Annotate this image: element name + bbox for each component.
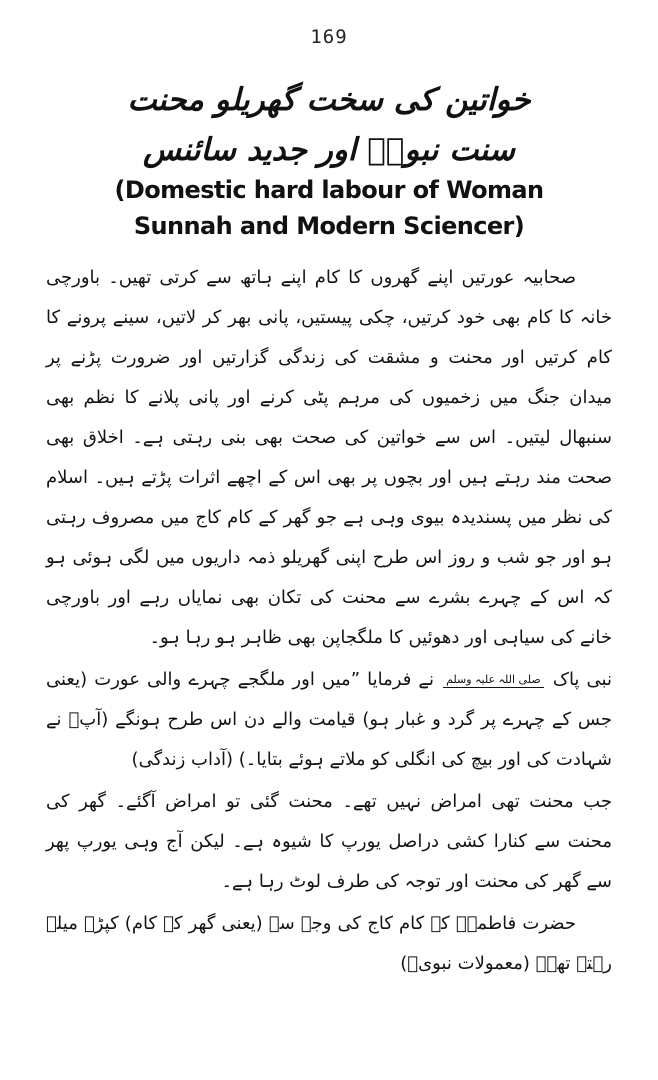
english-title-line-1: (Domestic hard labour of Woman: [114, 176, 544, 204]
page-number: 169: [310, 26, 348, 48]
article-body: [46, 258, 612, 986]
urdu-title-line-1: خواتین کی سخت گھریلو محنت: [127, 82, 531, 118]
paragraph-4: حضرت فاطمہؓ کے کام کاج کی وجہ سے (یعنی گھر کے کام) کپڑے میلے رہتے تھے۔ (معمولات نبویؐ): [46, 913, 612, 974]
english-title-line-2: Sunnah and Modern Sciencer): [133, 212, 525, 240]
salawat-calligraphy: صلی اللہ علیہ وسلم: [443, 673, 544, 688]
paragraph-2-rest: نے فرمایا ”میں اور ملگجے چہرے والی عورت (یعنی جس کے چہرے پر گرد و غبار ہو) قیامت والے دن اس طرح ہونگے (آپؐ نے شہادت کی اور بیچ کی انگلی کو ملاتے ہوئے بتایا۔) (آداب زندگی): [46, 669, 612, 770]
paragraph-2: [46, 660, 612, 780]
urdu-title-line-2: سنت نبویؐ اور جدید سائنس: [143, 132, 515, 168]
paragraph-2-lead: نبی پاک: [552, 669, 612, 690]
paragraph-1: صحابیہ عورتیں اپنے گھروں کا کام اپنے ہاتھ سے کرتی تھیں۔ باورچی خانہ کا کام بھی خود کرتیں، چکی پیستیں، پانی بھر کر لاتیں، سینے پرونے کا کام کرتیں اور محنت و مشقت کی زندگی گزارتیں اور ضرورت پڑنے پر میدان جنگ میں زخمیوں کی مرہم پٹی کرنے اور پانی پلانے کا نظم بھی سنبھال لیتیں۔ اس سے خواتین کی صحت بھی بنی رہتی ہے۔ اخلاق بھی صحت مند رہتے ہیں اور بچوں پر بھی اس کے اچھے اثرات پڑتے ہیں۔ اسلام کی نظر میں پسندیدہ بیوی وہی ہے جو گھر کے کام کاج میں مصروف رہتی ہو اور جو شب و روز اس طرح اپنی گھریلو ذمہ داریوں میں لگی ہوئی ہو کہ اس کے چہرے بشرے سے محنت کی تکان بھی نمایاں رہے اور باورچی خانے کی سیاہی اور دھوئیں کا ملگجاپن بھی ظاہر ہو رہا ہو۔: [46, 267, 612, 648]
paragraph-3: جب محنت تھی امراض نہیں تھے۔ محنت گئی تو امراض آگئے۔ گھر کی محنت سے کنارا کشی دراصل یورپ کا شیوہ ہے۔ لیکن آج وہی یورپ پھر سے گھر کی محنت اور توجہ کی طرف لوٹ رہا ہے۔: [46, 791, 612, 892]
